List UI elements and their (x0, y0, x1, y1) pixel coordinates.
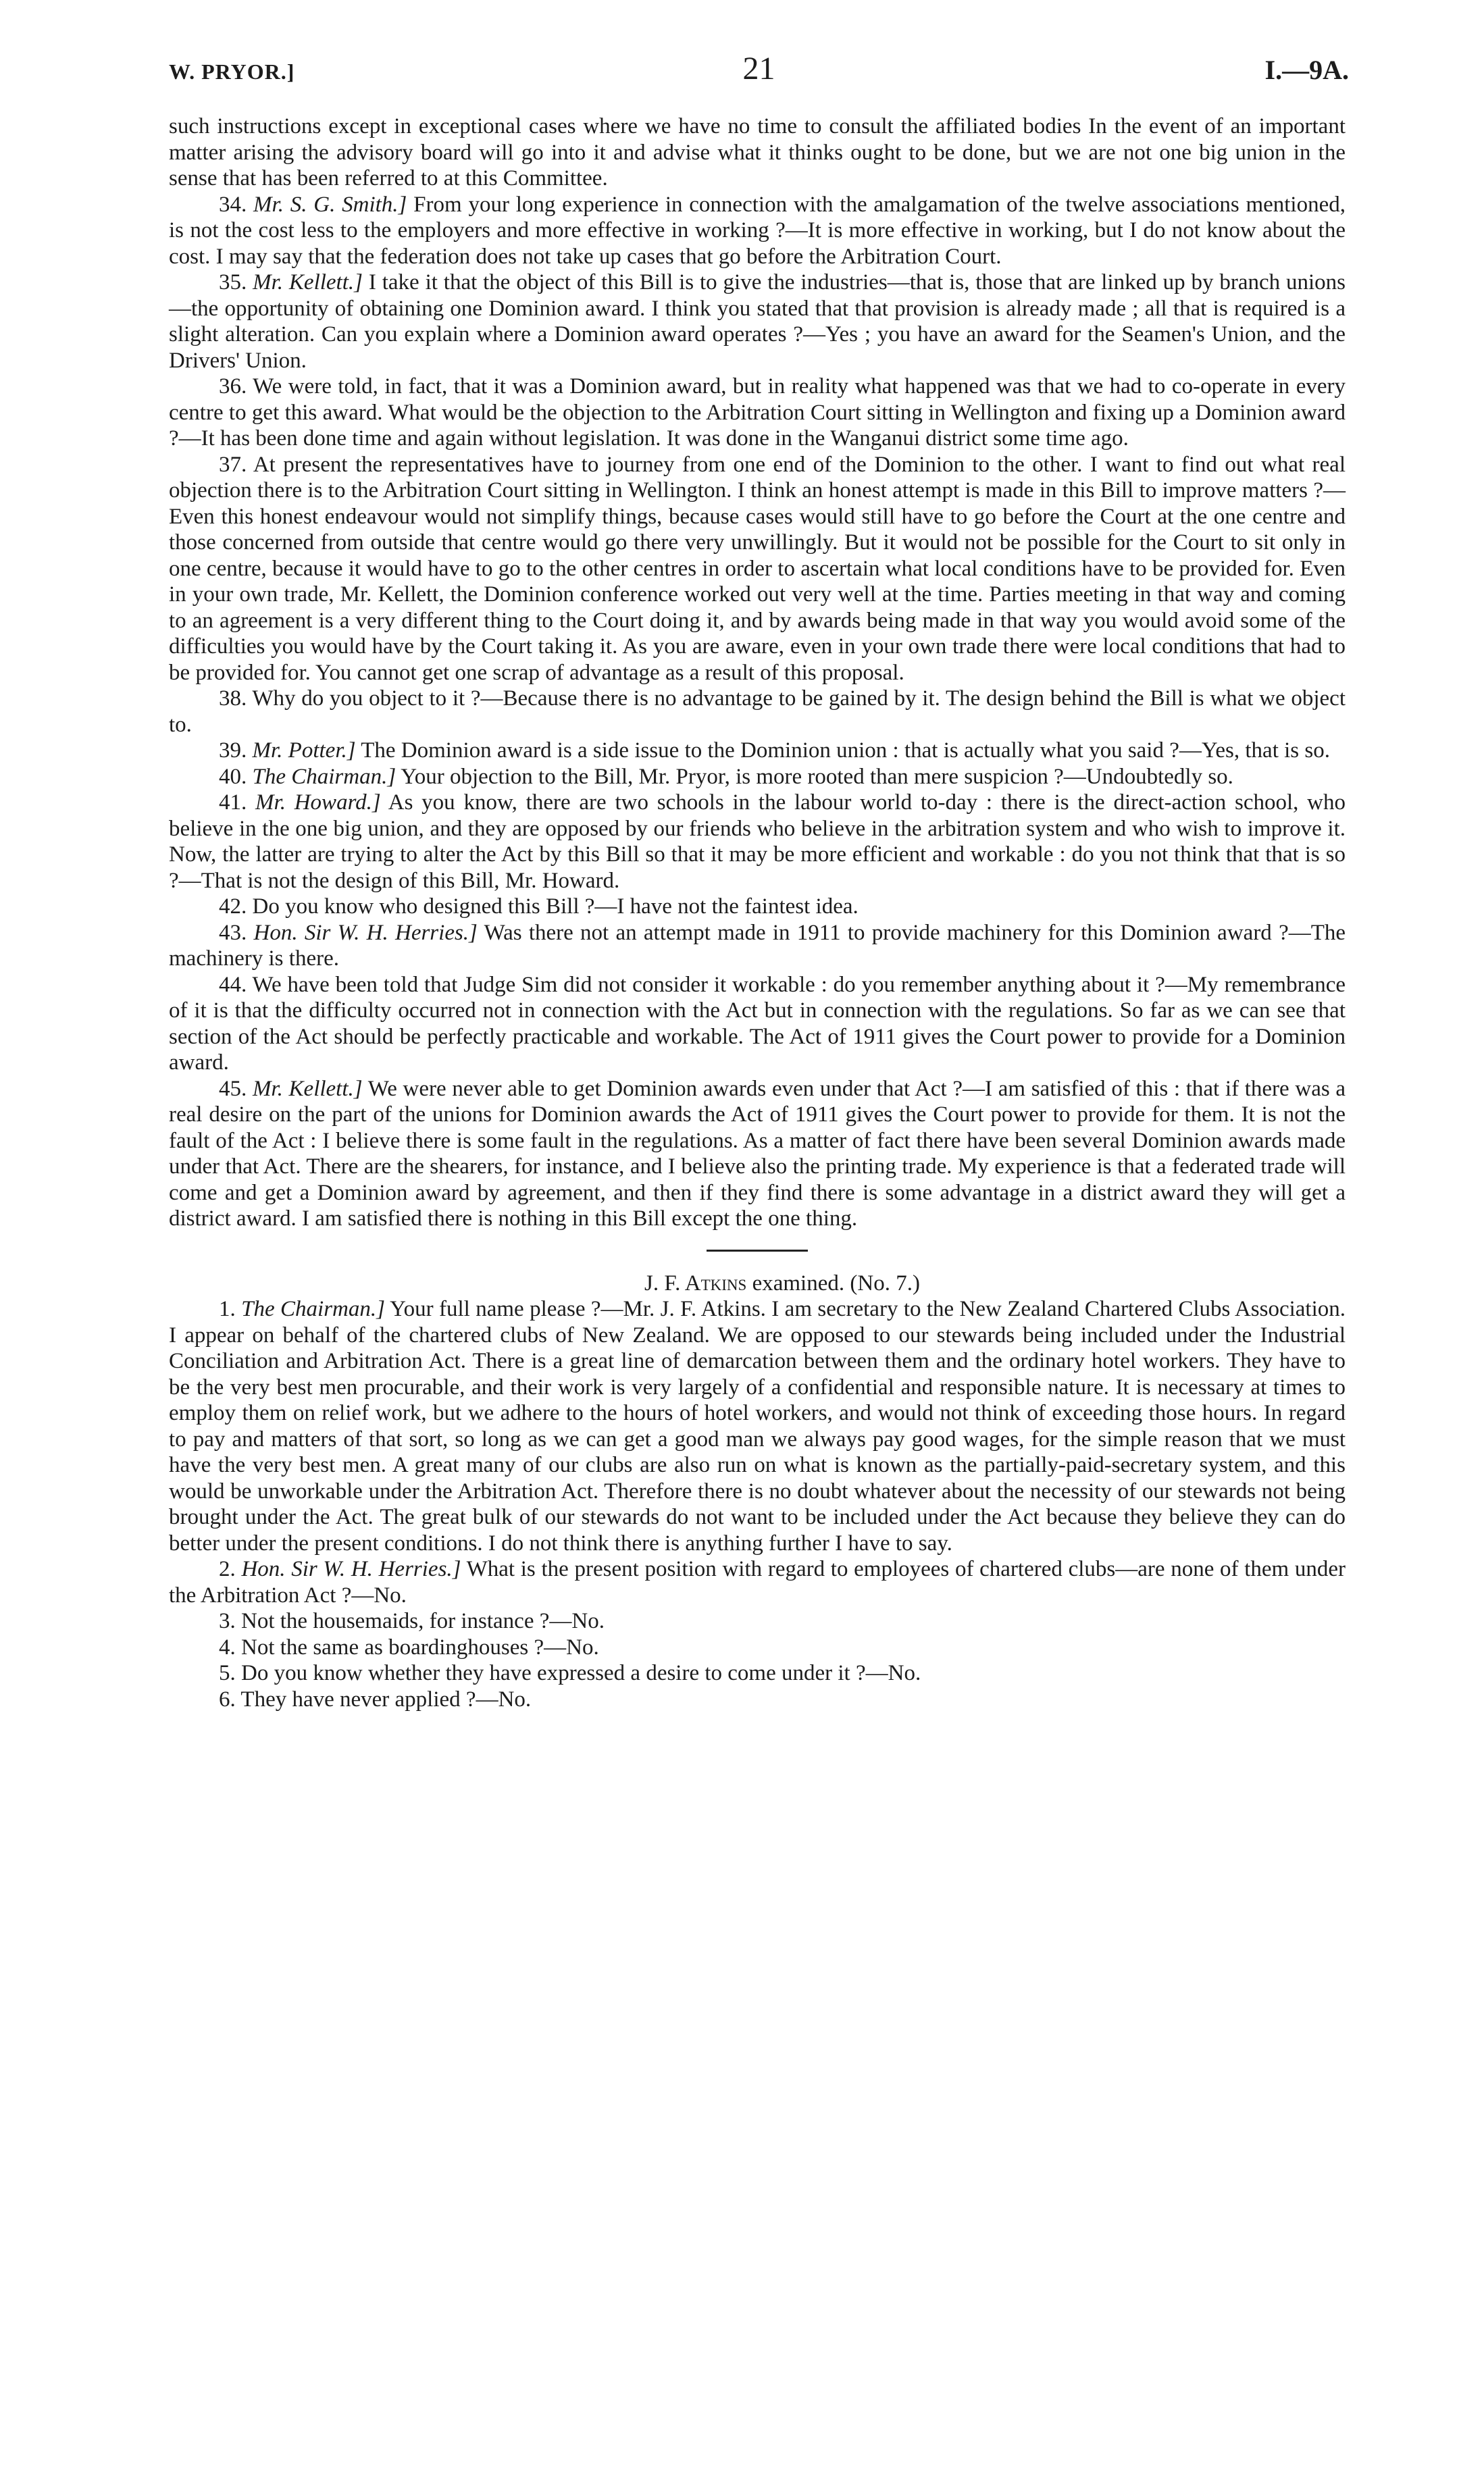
paragraph-continuation (169, 113, 1346, 192)
paragraph-text: I take it that the object of this Bill is to give the industries—that is, those that are linked up by branch unions—the opportunity of obtaining one Dominion award. I think you stated that that provision is already made ; all that is required is a slight alteration. Can you explain where a Dominion award operates ?—Yes ; you have an award for the Seamen's Union, and the Drivers' Union. (169, 270, 1346, 373)
speaker-name: The Chairman.] (241, 1297, 385, 1321)
section-divider (707, 1250, 808, 1252)
question-number: 39. (219, 738, 247, 763)
paragraph-text: We have been told that Judge Sim did not consider it workable : do you remember anything about it ?—My remembrance of it is that the difficulty occurred not in connection with the Act but in connection with the regulations. So far as we can see that section of the Act should be perfectly practicable and workable. The Act of 1911 gives the Court power to provide for a Dominion award. (169, 972, 1346, 1075)
question-number: 41. (219, 790, 247, 815)
paragraph-text: What is the present position with regard to employees of chartered clubs—are none of them under the Arbitration Act ?—No. (169, 1557, 1346, 1608)
question-paragraph (169, 1556, 1346, 1608)
speaker-name: Mr. S. G. Smith.] (253, 192, 407, 217)
speaker-name: The Chairman.] (252, 764, 396, 789)
witness-name: J. F. Atkins (644, 1271, 747, 1296)
speaker-name: Mr. Potter.] (252, 738, 356, 763)
question-paragraph (169, 1660, 1346, 1687)
question-paragraph (169, 972, 1346, 1076)
paragraph-text: They have never applied ?—No. (240, 1687, 532, 1712)
question-number: 44. (219, 972, 247, 997)
paragraph-text: Do you know whether they have expressed a desire to come under it ?—No. (241, 1661, 921, 1685)
paragraph-text: The Dominion award is a side issue to the Dominion union : that is actually what you said ?—Yes, that is so. (361, 738, 1330, 763)
speaker-name: Mr. Kellett.] (253, 270, 363, 295)
question-paragraph (169, 270, 1346, 374)
speaker-name: Mr. Kellett.] (252, 1076, 363, 1101)
question-number: 38. (219, 686, 247, 711)
question-number: 5. (219, 1661, 236, 1685)
paragraph-text: Your objection to the Bill, Mr. Pryor, is more rooted than mere suspicion ?—Undoubtedly so. (401, 764, 1233, 789)
question-number: 4. (219, 1635, 236, 1660)
paragraph-text: Was there not an attempt made in 1911 to provide machinery for this Dominion award ?—The machinery is there. (169, 920, 1346, 971)
speaker-name: Mr. Howard.] (255, 790, 381, 815)
question-paragraph (169, 764, 1346, 790)
question-number: 6. (219, 1687, 236, 1712)
paragraph-text: such instructions except in exceptional cases where we have no time to consult the affiliated bodies In the event of an important matter arising the advisory board will go into it and advise what it thinks ought to be done, but we are not one big union in the sense that has been referred to at this Committee. (169, 114, 1346, 190)
question-number: 40. (219, 764, 247, 789)
document-body (169, 113, 1346, 1712)
paragraph-text: Do you know who designed this Bill ?—I have not the faintest idea. (252, 894, 859, 919)
paragraph-text: Your full name please ?—Mr. J. F. Atkins. I am secretary to the New Zealand Chartered Clubs Association. I appear on behalf of the chartered clubs of New Zealand. We are opposed to our stewards being included under the Industrial Conciliation and Arbitration Act. There is a great line of demarcation between them and the ordinary hotel workers. They have to be the very best men procurable, and their work is very largely of a confidential and responsible nature. It is necessary at times to employ them on relief work, but we adhere to the hours of hotel workers, and would not think of exceeding those hours. In regard to pay and matters of that sort, so long as we can get a good man we always pay good wages, for the simple reason that we must have the very best men. A great many of our clubs are also run on what is known as the partially-paid-secretary system, and this would be unworkable under the Arbitration Act. Therefore there is no doubt whatever about the necessity of our stewards not being brought under the Act. The great bulk of our stewards do not want to be included under the Act because they believe they can do better under the present conditions. I do not think there is anything further I have to say. (169, 1297, 1346, 1556)
question-paragraph (169, 738, 1346, 764)
question-number: 3. (219, 1609, 236, 1633)
question-paragraph (169, 1296, 1346, 1556)
paragraph-text: We were never able to get Dominion awards even under that Act ?—I am satisfied of this : that if there was a real desire on the part of the unions for Dominion awards the Act of 1911 gives the Court power to provide for them. It is not the fault of the Act : I believe there is some fault in the regulations. As a matter of fact there have been several Dominion awards made under that Act. There are the shearers, for instance, and I believe also the printing trade. My experience is that a federated trade will come and get a Dominion award by agreement, and then if they find there is some advantage in a district award they will get a district award. I am satisfied there is nothing in this Bill except the one thing. (169, 1076, 1346, 1231)
section-heading (169, 1271, 1346, 1297)
paragraph-text: Not the housemaids, for instance ?—No. (241, 1609, 605, 1633)
question-number: 35. (219, 270, 247, 295)
question-paragraph (169, 1635, 1346, 1661)
speaker-name: Hon. Sir W. H. Herries.] (241, 1557, 461, 1581)
paragraph-text: Why do you object to it ?—Because there is no advantage to be gained by it. The design behind the Bill is what we object to. (169, 686, 1346, 737)
question-number: 1. (219, 1297, 236, 1321)
question-number: 37. (219, 452, 247, 477)
question-paragraph (169, 452, 1346, 686)
question-paragraph (169, 920, 1346, 972)
header-witness-name: W. PRYOR.] (169, 59, 295, 84)
section-heading-rest: examined. (No. 7.) (752, 1271, 920, 1296)
page-header (169, 46, 1349, 93)
question-number: 2. (219, 1557, 236, 1581)
question-number: 45. (219, 1076, 247, 1101)
question-paragraph (169, 1076, 1346, 1232)
header-page-number: 21 (742, 51, 775, 86)
question-paragraph (169, 790, 1346, 894)
question-number: 43. (219, 920, 247, 945)
question-paragraph (169, 1608, 1346, 1635)
question-number: 34. (219, 192, 247, 217)
paragraph-text: From your long experience in connection with the amalgamation of the twelve associations mentioned, is not the cost less to the employers and more effective in working ?—It is more effective in working, but I do not know about the cost. I may say that the federation does not take up cases that go before the Arbitration Court. (169, 192, 1346, 269)
question-paragraph (169, 894, 1346, 920)
question-paragraph (169, 1687, 1346, 1713)
paragraph-text: We were told, in fact, that it was a Dominion award, but in reality what happened was that we had to co-operate in every centre to get this award. What would be the objection to the Arbitration Court sitting in Wellington and fixing up a Dominion award ?—It has been done time and again without legislation. It was done in the Wanganui district some time ago. (169, 374, 1346, 451)
header-paper-reference: I.—9A. (1264, 55, 1349, 85)
question-number: 42. (219, 894, 247, 919)
paragraph-text: Not the same as boardinghouses ?—No. (241, 1635, 599, 1660)
paragraph-text: As you know, there are two schools in the labour world to-day : there is the direct-action school, who believe in the one big union, and they are opposed by our friends who believe in the arbitration system and who wish to improve it. Now, the latter are trying to alter the Act by this Bill so that it may be more efficient and workable : do you not think that that is so ?—That is not the design of this Bill, Mr. Howard. (169, 790, 1346, 893)
speaker-name: Hon. Sir W. H. Herries.] (253, 920, 478, 945)
question-number: 36. (219, 374, 247, 399)
paragraph-text: At present the representatives have to journey from one end of the Dominion to the other. I want to find out what real objection there is to the Arbitration Court sitting in Wellington. I think an honest attempt is made in this Bill to improve matters ?—Even this honest endeavour would not simplify things, because cases would still have to go before the Court at the one centre and those concerned from outside that centre would go there very unwillingly. But it would not be possible for the Court to sit only in one centre, because it would have to go to the other centres in order to ascertain what local conditions have to be provided for. Even in your own trade, Mr. Kellett, the Dominion conference worked out very well at the time. Parties meeting in that way and coming to an agreement is a very different thing to the Court doing it, and by awards being made in that way you would avoid some of the difficulties you would have by the Court taking it. As you are aware, even in your own trade there were local conditions that had to be provided for. You cannot get one scrap of advantage as a result of this proposal. (169, 452, 1346, 685)
question-paragraph (169, 686, 1346, 738)
question-paragraph (169, 374, 1346, 452)
question-paragraph (169, 192, 1346, 270)
